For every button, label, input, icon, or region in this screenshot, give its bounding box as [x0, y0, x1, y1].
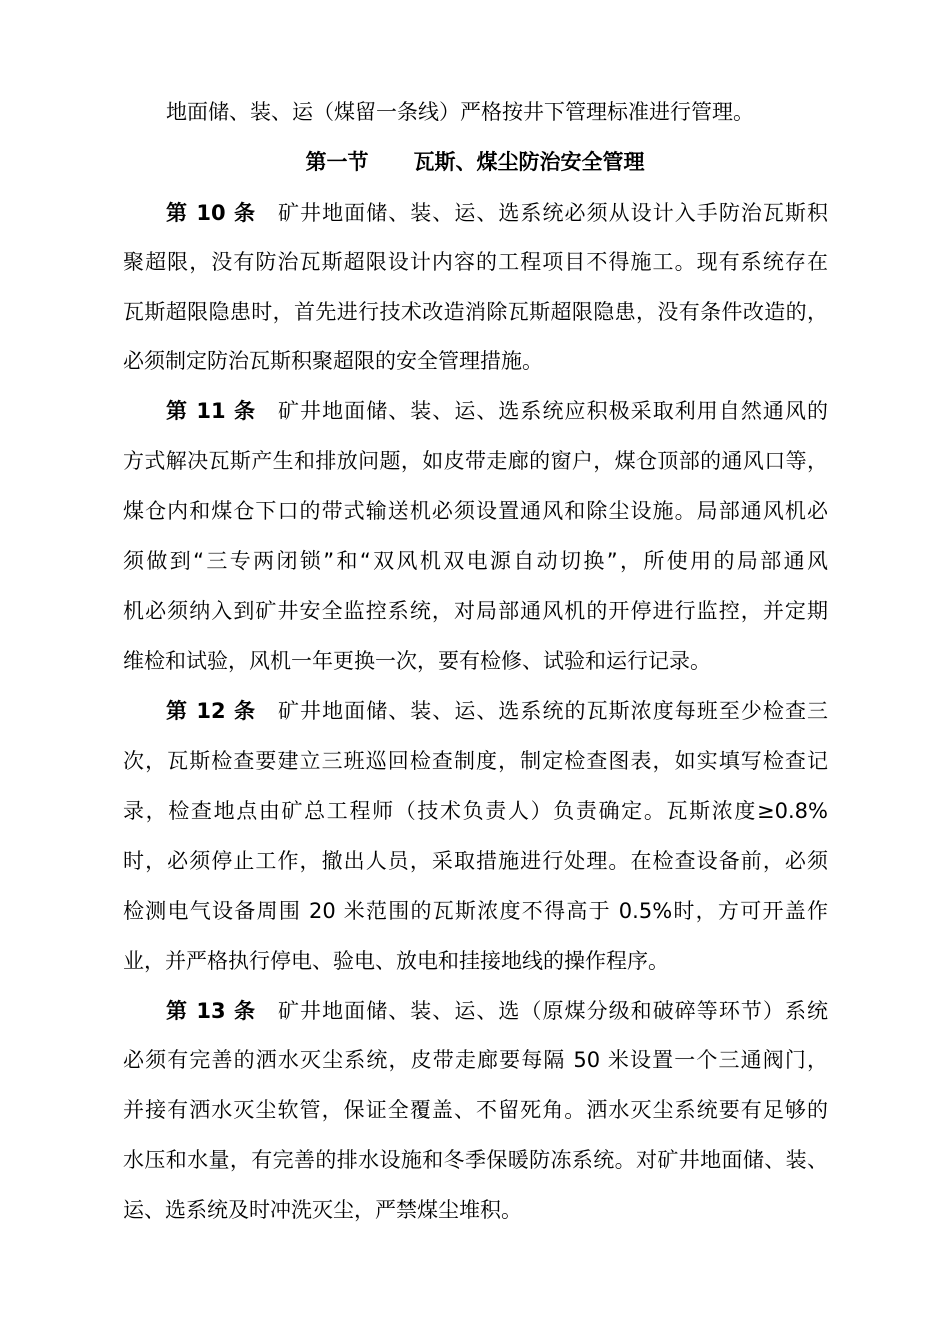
article-12-label: 第 12 条 [166, 699, 257, 723]
article-11-line-2: 方式解决瓦斯产生和排放问题，如皮带走廊的窗户，煤仓顶部的通风口等， [123, 449, 828, 473]
article-11-line-3: 煤仓内和煤仓下口的带式输送机必须设置通风和除尘设施。局部通风机必 [123, 499, 828, 523]
article-10-label: 第 10 条 [166, 201, 257, 225]
article-12-line-3: 录，检查地点由矿总工程师（技术负责人）负责确定。瓦斯浓度≥0.8% [123, 799, 828, 823]
article-12-line-2: 次，瓦斯检查要建立三班巡回检查制度，制定检查图表，如实填写检查记 [123, 749, 828, 773]
article-11-line-4: 须做到“三专两闭锁”和“双风机双电源自动切换”，所使用的局部通风 [123, 549, 828, 573]
section-number: 第一节 [305, 150, 369, 174]
section-heading [0, 148, 950, 176]
article-11-label: 第 11 条 [166, 399, 257, 423]
article-12-line-5: 检测电气设备周围 20 米范围的瓦斯浓度不得高于 0.5%时，方可开盖作 [123, 899, 828, 923]
article-13-label: 第 13 条 [166, 999, 257, 1023]
intro-paragraph: 地面储、装、运（煤留一条线）严格按井下管理标准进行管理。 [166, 100, 754, 124]
article-13-line-2: 必须有完善的洒水灭尘系统，皮带走廊要每隔 50 米设置一个三通阀门， [123, 1048, 828, 1072]
article-13-line-3: 并接有洒水灭尘软管，保证全覆盖、不留死角。洒水灭尘系统要有足够的 [123, 1098, 828, 1122]
article-10-line-3: 瓦斯超限隐患时，首先进行技术改造消除瓦斯超限隐患，没有条件改造的， [123, 300, 828, 324]
section-title: 瓦斯、煤尘防治安全管理 [413, 150, 645, 174]
article-10-line-4: 必须制定防治瓦斯积聚超限的安全管理措施。 [123, 349, 543, 373]
article-10-line-1: 第 10 条 矿井地面储、装、运、选系统必须从设计入手防治瓦斯积 [166, 201, 828, 225]
article-13-line-5: 运、选系统及时冲洗灭尘，严禁煤尘堆积。 [123, 1198, 522, 1222]
article-11-line-6: 维检和试验，风机一年更换一次，要有检修、试验和运行记录。 [123, 649, 711, 673]
article-11-line-5: 机必须纳入到矿井安全监控系统，对局部通风机的开停进行监控，并定期 [123, 599, 828, 623]
article-12-line-6: 业，并严格执行停电、验电、放电和挂接地线的操作程序。 [123, 949, 669, 973]
article-12-line-1: 第 12 条 矿井地面储、装、运、选系统的瓦斯浓度每班至少检查三 [166, 699, 828, 723]
article-12-line-4: 时，必须停止工作，撤出人员，采取措施进行处理。在检查设备前，必须 [123, 849, 828, 873]
article-13-line-1: 第 13 条 矿井地面储、装、运、选（原煤分级和破碎等环节）系统 [166, 999, 828, 1023]
article-13-line-4: 水压和水量，有完善的排水设施和冬季保暖防冻系统。对矿井地面储、装、 [123, 1148, 828, 1172]
article-11-line-1: 第 11 条 矿井地面储、装、运、选系统应积极采取利用自然通风的 [166, 399, 828, 423]
article-10-line-2: 聚超限，没有防治瓦斯超限设计内容的工程项目不得施工。现有系统存在 [123, 250, 828, 274]
